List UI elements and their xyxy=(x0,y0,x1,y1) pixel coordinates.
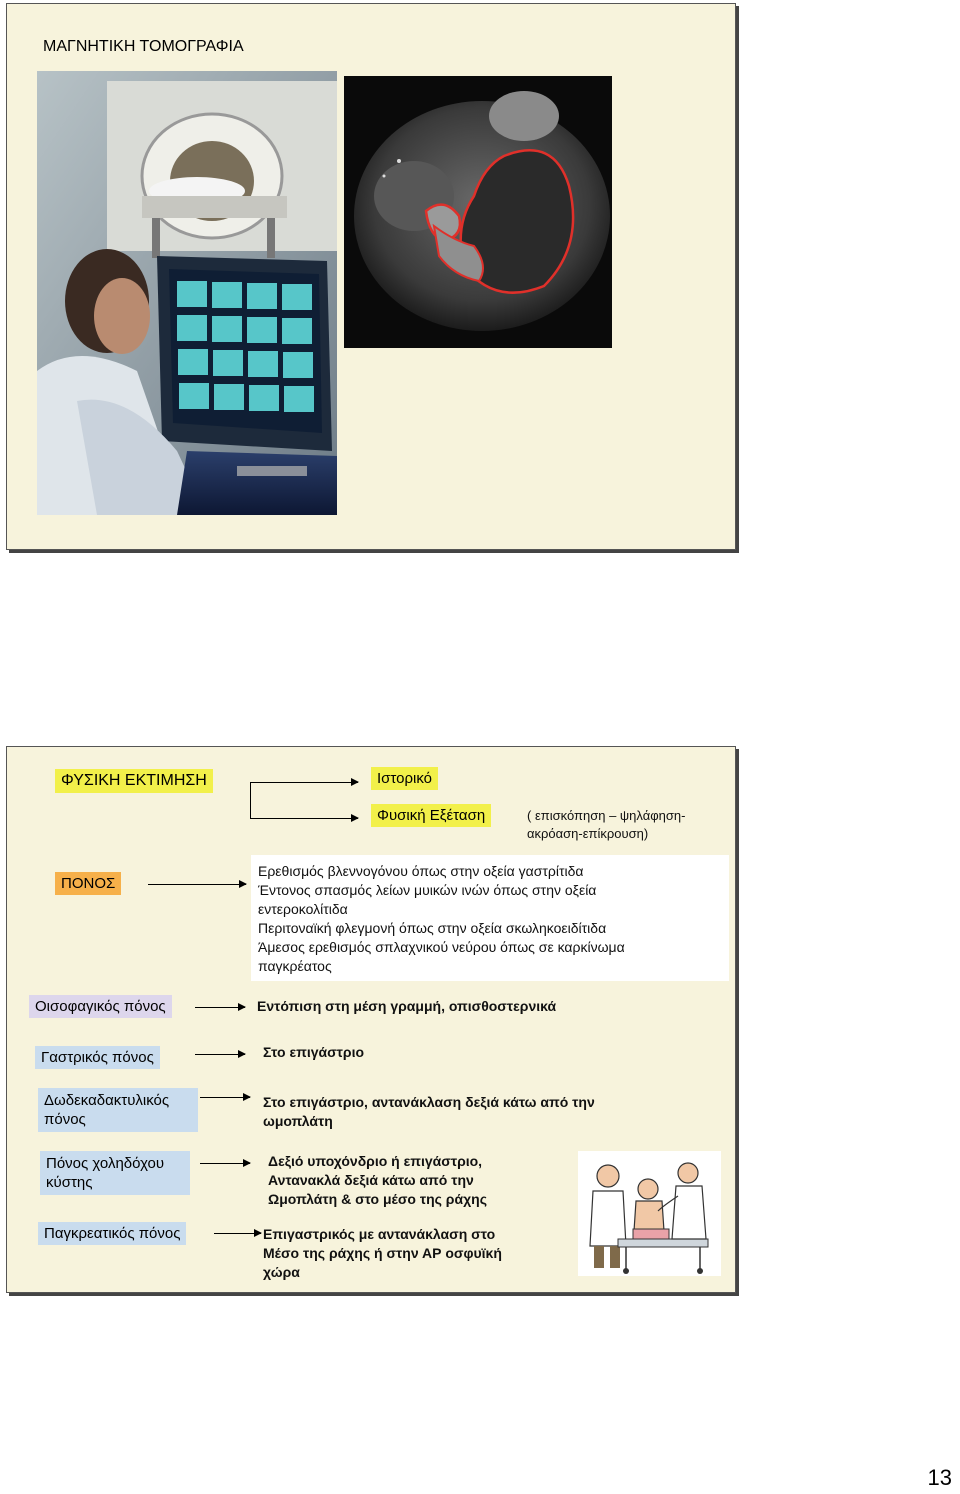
mri-room-photo xyxy=(37,71,337,515)
arrow-pain xyxy=(148,884,246,885)
arrow-gastric xyxy=(195,1054,245,1055)
doctor-patient-cartoon xyxy=(578,1151,721,1276)
arrow-pancreatic xyxy=(214,1233,261,1234)
physical-exam-box: Φυσική Εξέταση xyxy=(371,804,491,827)
gallbladder-pain-desc: Δεξιό υποχόνδριο ή επιγάστριο, Αντανακλά δεξιά κάτω από την Ωμοπλάτη & στο μέσο της ράχης xyxy=(268,1153,487,1207)
pancreatic-pain-label: Παγκρεατικός πόνος xyxy=(38,1222,186,1245)
esophageal-pain-label: Οισοφαγικός πόνος xyxy=(29,995,172,1018)
gastric-pain-label: Γαστρικός πόνος xyxy=(35,1046,160,1069)
pain-cause-line: Έντονος σπασμός λείων μυικών ινών όπως στην οξεία xyxy=(258,882,597,898)
exam-note: ( επισκόπηση – ψηλάφηση- ακρόαση-επίκρουση) xyxy=(527,808,686,841)
pain-cause-line: Άμεσος ερεθισμός σπλαχνικού νεύρου όπως σε καρκίνωμα xyxy=(258,939,625,955)
pain-cause-line: Περιτοναϊκή φλεγμονή όπως στην οξεία σκωληκοειδίτιδα xyxy=(258,920,607,936)
gallbladder-pain-label: Πόνος χοληδόχου κύστης xyxy=(40,1151,190,1195)
arrow-to-history xyxy=(250,782,358,783)
duodenal-pain-desc: Στο επιγάστριο, αντανάκλαση δεξιά κάτω από την ωμοπλάτη xyxy=(263,1094,595,1129)
slide-title: ΜΑΓΝΗΤΙΚΗ ΤΟΜΟΓΡΑΦΙΑ xyxy=(43,38,244,55)
arrow-to-exam xyxy=(250,818,358,819)
pain-causes-box xyxy=(251,855,729,981)
esophageal-pain-desc: Εντόπιση στη μέση γραμμή, οπισθοστερνικά xyxy=(257,998,557,1014)
page-number: 13 xyxy=(927,1465,952,1490)
physical-assessment-heading: ΦΥΣΙΚΗ ΕΚΤΙΜΗΣΗ xyxy=(55,769,213,793)
duodenal-pain-label: Δωδεκαδακτυλικός πόνος xyxy=(38,1088,198,1132)
bracket-line xyxy=(250,782,251,818)
arrow-esophageal xyxy=(195,1007,245,1008)
pancreatic-pain-desc: Επιγαστρικός με αντανάκλαση στο Μέσο της ράχης ή στην ΑΡ οσφυϊκή χώρα xyxy=(263,1226,502,1280)
pain-cause-line: Ερεθισμός βλεννογόνου όπως στην οξεία γαστρίτιδα xyxy=(258,863,584,879)
mri-scan-image xyxy=(344,76,612,348)
gastric-pain-desc: Στο επιγάστριο xyxy=(263,1044,365,1060)
slide-mri xyxy=(6,3,736,550)
arrow-duodenal xyxy=(200,1097,250,1098)
history-box: Ιστορικό xyxy=(371,767,438,790)
pain-label: ΠΟΝΟΣ xyxy=(55,872,121,895)
pain-cause-line: παγκρέατος xyxy=(258,958,332,974)
arrow-gallbladder xyxy=(200,1163,250,1164)
slide-physical-assessment xyxy=(6,746,736,1293)
pain-cause-line: εντεροκολίτιδα xyxy=(258,901,348,917)
